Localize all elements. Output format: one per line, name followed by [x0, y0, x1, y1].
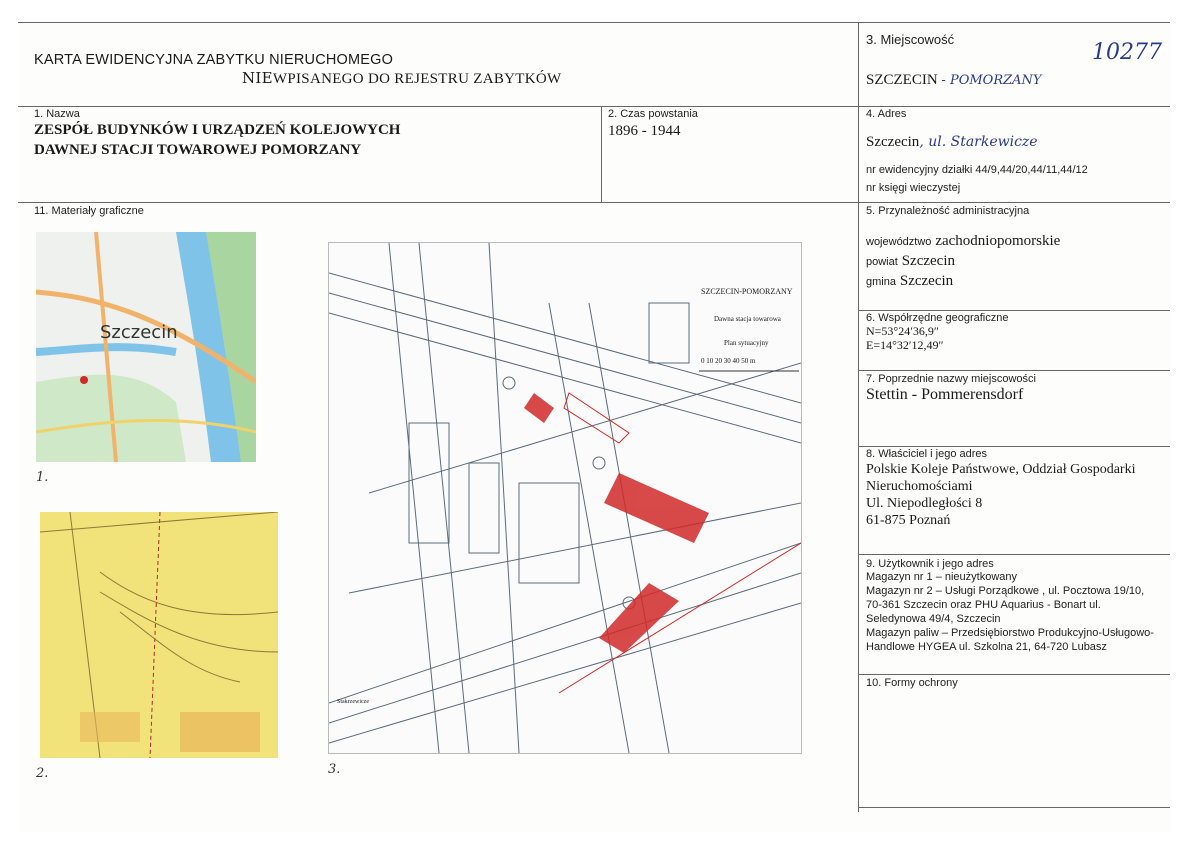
map-historic — [40, 512, 278, 758]
divider-f8 — [858, 446, 1170, 447]
f4-handwritten: , ul. Starkewicze — [919, 134, 1038, 150]
f9-line: Handlowe HYGEA ul. Szkolna 21, 64-720 Lubasz — [866, 641, 1107, 653]
card-title: KARTA EWIDENCYJNA ZABYTKU NIERUCHOMEGO — [34, 52, 394, 68]
f7-value: Stettin - Pommerensdorf — [866, 386, 1024, 403]
card-subtitle: NIEWPISANEGO DO REJESTRU ZABYTKÓW — [242, 69, 562, 87]
f9-line: Seledynowa 49/4, Szczecin — [866, 613, 1001, 625]
f1-label: 1. Nazwa — [34, 108, 80, 120]
f4-label: 4. Adres — [866, 108, 907, 120]
map-overview-city: Szczecin — [100, 322, 178, 343]
f9-line: 70-361 Szczecin oraz PHU Aquarius - Bonart ul. — [866, 599, 1101, 611]
subtitle-handwritten: NIE — [242, 69, 273, 87]
f9-line: Magazyn nr 1 – nieużytkowany — [866, 571, 1018, 583]
f8-label: 8. Właściciel i jego adres — [866, 448, 988, 460]
f1-line2: DAWNEJ STACJI TOWAROWEJ POMORZANY — [34, 142, 362, 158]
divider-bottom — [858, 807, 1170, 808]
divider-header — [18, 106, 1170, 107]
divider-top — [18, 22, 1170, 23]
map-historic-drawing — [40, 512, 278, 758]
map-overview-drawing — [36, 232, 256, 462]
f4-plots: nr ewidencyjny działki 44/9,44/20,44/11,44/12 — [866, 164, 1088, 176]
f10-label: 10. Formy ochrony — [866, 677, 958, 689]
f2-label: 2. Czas powstania — [608, 108, 698, 120]
divider-f6 — [858, 310, 1170, 311]
f5-commune: gmina Szczecin — [866, 273, 954, 289]
divider-f10 — [858, 674, 1170, 675]
plan-street: Stakrzewicze — [337, 699, 369, 705]
plan-title: SZCZECIN-POMORZANY — [701, 287, 793, 296]
f8-line4: 61-875 Poznań — [866, 513, 951, 528]
f3-label: 3. Miejscowość — [866, 32, 955, 47]
caption-2: 2. — [36, 766, 49, 781]
f6-lat: N=53°24′36,9″ — [866, 324, 939, 338]
divider-f7 — [858, 370, 1170, 371]
f11-label: 11. Materiały graficzne — [34, 205, 144, 217]
f6-label: 6. Współrzędne geograficzne — [866, 312, 1009, 324]
f8-line1: Polskie Koleje Państwowe, Oddział Gospodarki — [866, 462, 1136, 477]
plan-scale: 0 10 20 30 40 50 m — [701, 357, 756, 365]
caption-3: 3. — [328, 762, 341, 777]
map-overview — [36, 232, 256, 462]
f8-line2: Nieruchomościami — [866, 479, 973, 494]
f8-line3: Ul. Niepodległości 8 — [866, 496, 983, 511]
f2-value: 1896 - 1944 — [608, 123, 681, 139]
f1-line1: ZESPÓŁ BUDYNKÓW I URZĄDZEŃ KOLEJOWYCH — [34, 122, 401, 138]
registry-card — [18, 22, 1170, 832]
f6-lon: E=14°32′12,49″ — [866, 338, 944, 352]
f4-value: Szczecin, ul. Starkewicze — [866, 134, 1038, 150]
divider-vertical-right — [858, 22, 859, 812]
divider-f9 — [858, 554, 1170, 555]
record-number: 10277 — [1092, 40, 1162, 65]
f3-value: SZCZECIN - POMORZANY — [866, 72, 1042, 88]
plan-sub1: Dawna stacja towarowa — [714, 315, 781, 323]
f4-ledger: nr księgi wieczystej — [866, 182, 961, 194]
plan-sub2: Plan sytuacyjny — [724, 339, 769, 347]
f5-voivodeship: województwo zachodniopomorskie — [866, 233, 1061, 249]
site-plan — [328, 242, 802, 754]
f9-line: Magazyn nr 2 – Usługi Porządkowe , ul. Pocztowa 19/10, — [866, 585, 1145, 597]
f9-line: Magazyn paliw – Przedsiębiorstwo Produkcyjno-Usługowo- — [866, 627, 1154, 639]
f7-label: 7. Poprzednie nazwy miejscowości — [866, 373, 1036, 385]
f9-label: 9. Użytkownik i jego adres — [866, 558, 994, 570]
f5-label: 5. Przynależność administracyjna — [866, 205, 1030, 217]
caption-1: 1. — [36, 470, 49, 485]
f3-handwritten: - POMORZANY — [941, 73, 1042, 88]
f5-county: powiat Szczecin — [866, 253, 955, 269]
divider-name-row — [18, 202, 1170, 203]
divider-field2 — [601, 106, 602, 202]
